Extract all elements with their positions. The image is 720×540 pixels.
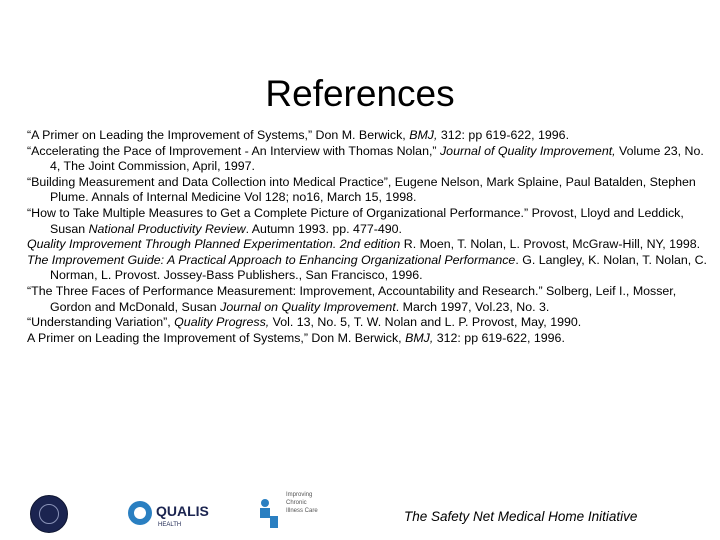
reference-text: Quality Improvement Through Planned Experimentation (27, 237, 333, 252)
reference-text: . G. Langley, K. Nolan, T. Nolan, C. Norman, L. Provost. Jossey-Bass Publishers., San Francisco, 1996. (50, 252, 708, 283)
reference-text: Quality Progress, (174, 315, 270, 330)
reference-item (27, 331, 707, 347)
reference-item (27, 128, 707, 144)
reference-text: Journal of Quality Improvement, (439, 143, 616, 158)
qualis-health-logo (128, 494, 228, 532)
reference-text: “Building Measurement and Data Collection into Medical Practice”, Eugene Nelson, Mark Splaine, Paul Batalden, Stephen Plume. Annals of Internal Medicine Vol 128; no16, March 15, 1998. (27, 174, 696, 205)
ici-line-3: Illness Care (286, 508, 318, 514)
reference-text: A Primer on Leading the Improvement of Systems,” Don M. Berwick, (27, 330, 406, 345)
reference-text: 312: pp 619-622, 1996. (437, 128, 570, 142)
reference-text: National Productivity Review (88, 221, 246, 236)
reference-item (27, 206, 707, 237)
improving-chronic-illness-care-logo (258, 486, 344, 532)
reference-text: 312: pp 619-622, 1996. (433, 330, 565, 345)
qualis-logo-name: QUALIS (156, 503, 209, 519)
reference-text: . Autumn 1993. pp. 477-490. (245, 221, 402, 236)
seal-logo-icon (30, 495, 68, 533)
reference-text: Volume 23, No. 4, The Joint Commission, April, 1997. (50, 143, 704, 174)
reference-text: BMJ, (405, 330, 434, 345)
reference-text: “A Primer on Leading the Improvement of Systems,” Don M. Berwick, (27, 128, 410, 142)
reference-text: R. Moen, T. Nolan, L. Provost, McGraw-Hill, NY, 1998. (400, 237, 701, 252)
reference-text: Vol. 13, No. 5, T. W. Nolan and L. P. Provost, May, 1990. (269, 315, 582, 330)
reference-item (27, 315, 707, 331)
reference-item (27, 237, 707, 253)
page-title: References (265, 73, 455, 114)
ici-line-2: Chronic (286, 500, 307, 506)
reference-item (27, 144, 707, 175)
reference-text: “How to Take Multiple Measures to Get a Complete Picture of Organizational Performance.” Provost, Lloyd and Leddick, Susan (27, 205, 684, 236)
reference-text: “Understanding Variation”, (27, 315, 175, 330)
reference-text: BMJ, (409, 128, 438, 142)
reference-text: . 2nd edition (332, 237, 401, 252)
reference-text: “Accelerating the Pace of Improvement - An Interview with Thomas Nolan,” (27, 143, 440, 158)
reference-item (27, 175, 707, 206)
reference-text: The Improvement Guide: A Practical Approach to Enhancing Organizational Performance (27, 252, 516, 267)
reference-text: . March 1997, Vol.23, No. 3. (395, 299, 550, 314)
footer-initiative-name: The Safety Net Medical Home Initiative (404, 509, 638, 524)
reference-item (27, 253, 707, 284)
ici-figure-icon (261, 499, 269, 507)
ici-line-1: Improving (286, 492, 313, 498)
qualis-logo-sub: HEALTH (158, 522, 182, 528)
reference-list (27, 128, 707, 346)
reference-text: “The Three Faces of Performance Measurement: Improvement, Accountability and Research.” Solberg, Leif I., Mosser, Gordon and McDonald, Susan (27, 283, 677, 314)
reference-item (27, 284, 707, 315)
reference-text: Journal on Quality Improvement (220, 299, 396, 314)
